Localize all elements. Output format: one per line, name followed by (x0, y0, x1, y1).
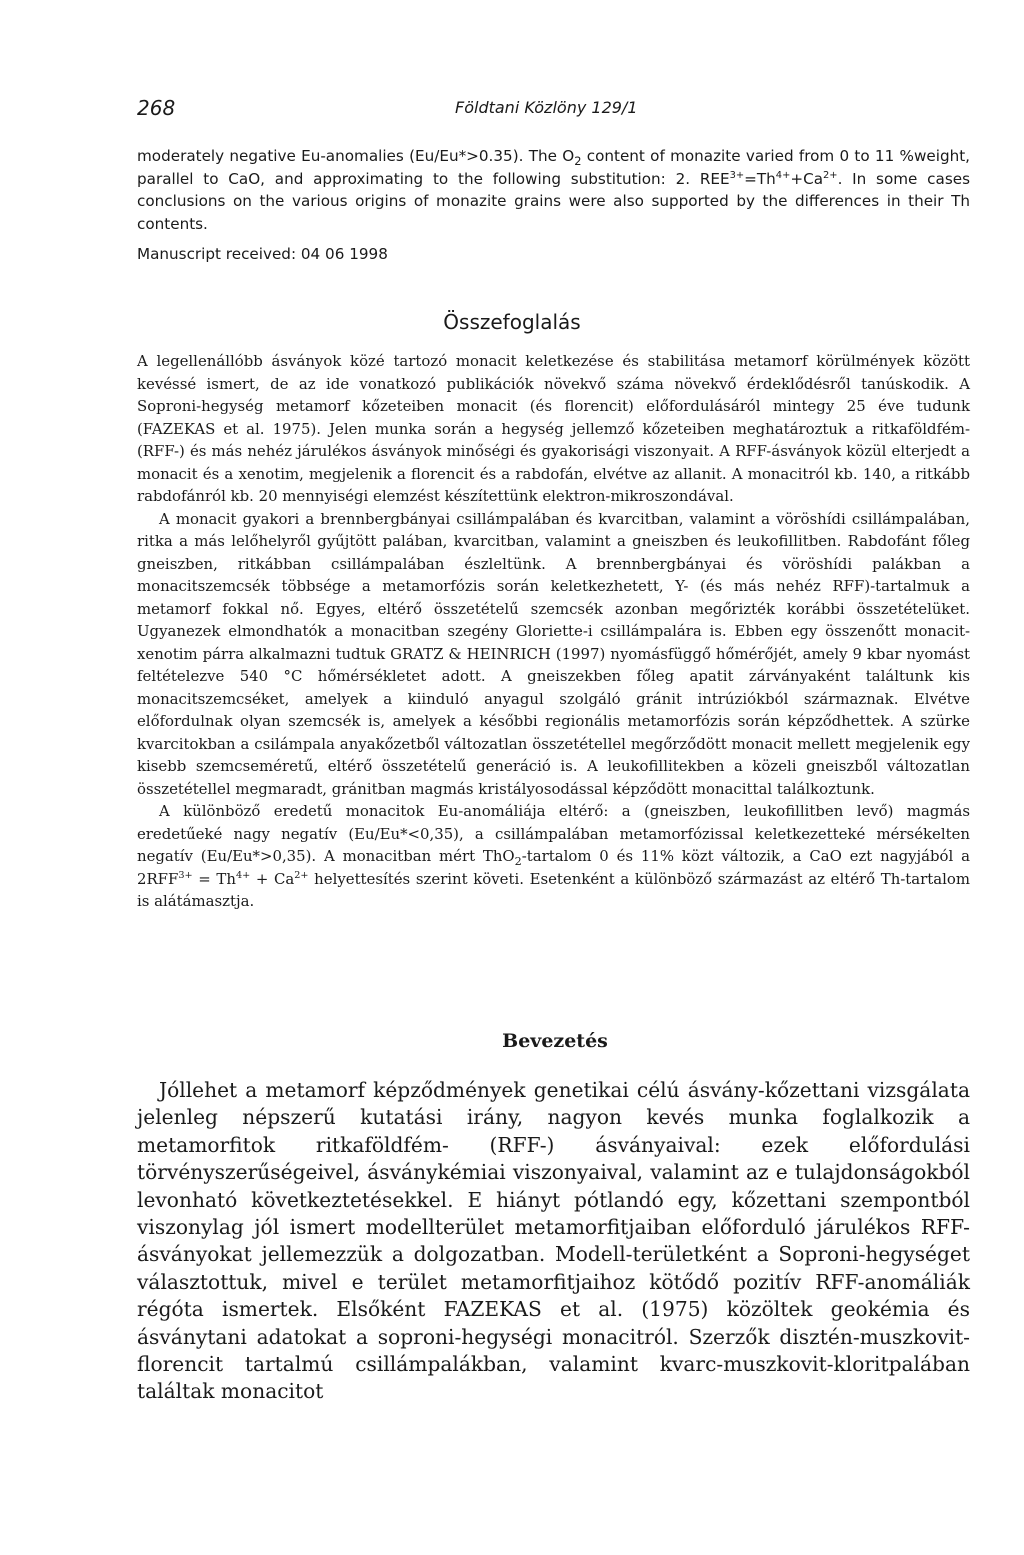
introduction-section (137, 1077, 970, 1406)
introduction-heading: Bevezetés (502, 1030, 608, 1052)
summary-paragraph-1: A legellenállóbb ásványok közé tartozó monacit keletkezése és stabilitása metamorf körülmények között kevéssé ismert, de az ide vonatkozó publikációk növekvő száma növekvő érdeklődésről tanúskodik. A Soproni-hegység metamorf kőzeteiben monacit (és florencit) előfordulásáról mintegy 25 éve tudunk (FAZEKAS et al. 1975). Jelen munka során a hegység jellemző kőzeteiben meghatároztuk a ritkaföldfém- (RFF-) és más nehéz járulékos ásványok minőségi és gyakorisági viszonyait. A RFF-ásványok közül elterjedt a monacit és a xenotim, megjelenik a florencit és a rabdofán, elvétve az allanit. A monacitról kb. 140, a ritkább rabdofánról kb. 20 mennyiségi elemzést készítettünk elektron-mikroszondával. (137, 352, 970, 505)
manuscript-received: Manuscript received: 04 06 1998 (137, 245, 388, 263)
introduction-paragraph: Jóllehet a metamorf képződmények genetikai célú ásvány-kőzettani vizsgálata jelenleg népszerű kutatási irány, nagyon kevés munka foglalkozik a metamorfitok ritkaföldfém- (RFF-) ásványaival: ezek előfordulási törvényszerűségeivel, ásványkémiai viszonyaival, valamint az e tulajdonságokból levonható következtetésekkel. E hiányt pótlandó egy, kőzettani szempontból viszonylag jól ismert modellterület metamorfitjaiban előforduló járulékos RFF-ásványokat jellemezzük a dolgozatban. Modell-területként a Soproni-hegységet választottuk, mivel e terület metamorfitjaihoz kötődő pozitív RFF-anomáliák régóta ismertek. Elsőként FAZEKAS et al. (1975) közöltek geokémia és ásványtani adatokat a soproni-hegységi monacitról. Szerzők disztén-muszkovit-florencit tartalmú csillámpalákban, valamint kvarc-muszkovit-kloritpalában találtak monacitot (137, 1078, 970, 1404)
summary-heading: Összefoglalás (443, 310, 581, 334)
summary-paragraph-2: A monacit gyakori a brennbergbányai csillámpalában és kvarcitban, valamint a vöröshídi csillámpalában, ritka a más lelőhelyről gyűjtött palában, kvarcitban, valamint a gneiszben és leukofillitben. Rabdofánt főleg gneiszben, ritkábban csillámpalában észleltünk. A brennbergbányai és vöröshídi palákban a monacitszemcsék többsége a metamorfózis során keletkezhetett, Y- (és más nehéz RFF)-tartalmuk a metamorf fokkal nő. Egyes, eltérő összetételű szemcsék azonban megőrizték korábbi összetételüket. Ugyanezek elmondhatók a monacitban szegény Gloriette-i csillámpalára is. Ebben egy összenőtt monacit-xenotim párra alkalmazni tudtuk GRATZ & HEINRICH (1997) nyomásfüggő hőmérőjét, amely 9 kbar nyomást feltételezve 540 °C hőmérsékletet adott. A gneiszekben főleg apatit zárványaként találtunk kis monacitszemcséket, amelyek a kiinduló anyagul szolgáló gránit intrúziókból származnak. Elvétve előfordulnak olyan szemcsék is, amelyek a későbbi regionális metamorfózis során képződhettek. A szürke kvarcitokban a csilámpala anyakőzetből változatlan összetétellel megőrződött monacit mellett megjelenik egy kisebb szemcseméretű, eltérő összetételű generáció is. A leukofillitekben a közeli gneiszből változatlan összetétellel megmaradt, gránitban magmás kristályosodással képződött monacittal találkoztunk. (137, 509, 970, 798)
summary-section (137, 350, 970, 913)
english-abstract (137, 145, 970, 235)
summary-paragraph-3: A különböző eredetű monacitok Eu-anomáliája eltérő: a (gneiszben, leukofillitben levő) magmás eredetűeké nagy negatív (Eu/Eu*<0,35), a csillámpalában metamorfózissal keletkezetteké mérsékelten negatív (Eu/Eu*>0,35). A monacitban mért ThO$_2$-tartalom 0 és 11% közt változik, a CaO ezt nagyjából a $2RFF^{3+} = Th^{4+} + Ca^{2+}$ helyettesítés szerint követi. Esetenként a különböző származást az eltérő Th-tartalom is alátámasztja. (137, 802, 971, 910)
page-header (137, 96, 967, 124)
page-number: 268 (137, 96, 176, 120)
journal-title: Földtani Közlöny 129/1 (455, 98, 638, 117)
abstract-paragraph: moderately negative Eu-anomalies (Eu/Eu*>0.35). The $O_2$ content of monazite varied from 0 to 11 %weight, parallel to CaO, and approximating to the following substitution: 2. $REE^{3+}=Th^{4+}+Ca^{2+}$. In some cases conclusions on the various origins of monazite grains were also supported by the differences in their Th contents. (137, 147, 970, 233)
